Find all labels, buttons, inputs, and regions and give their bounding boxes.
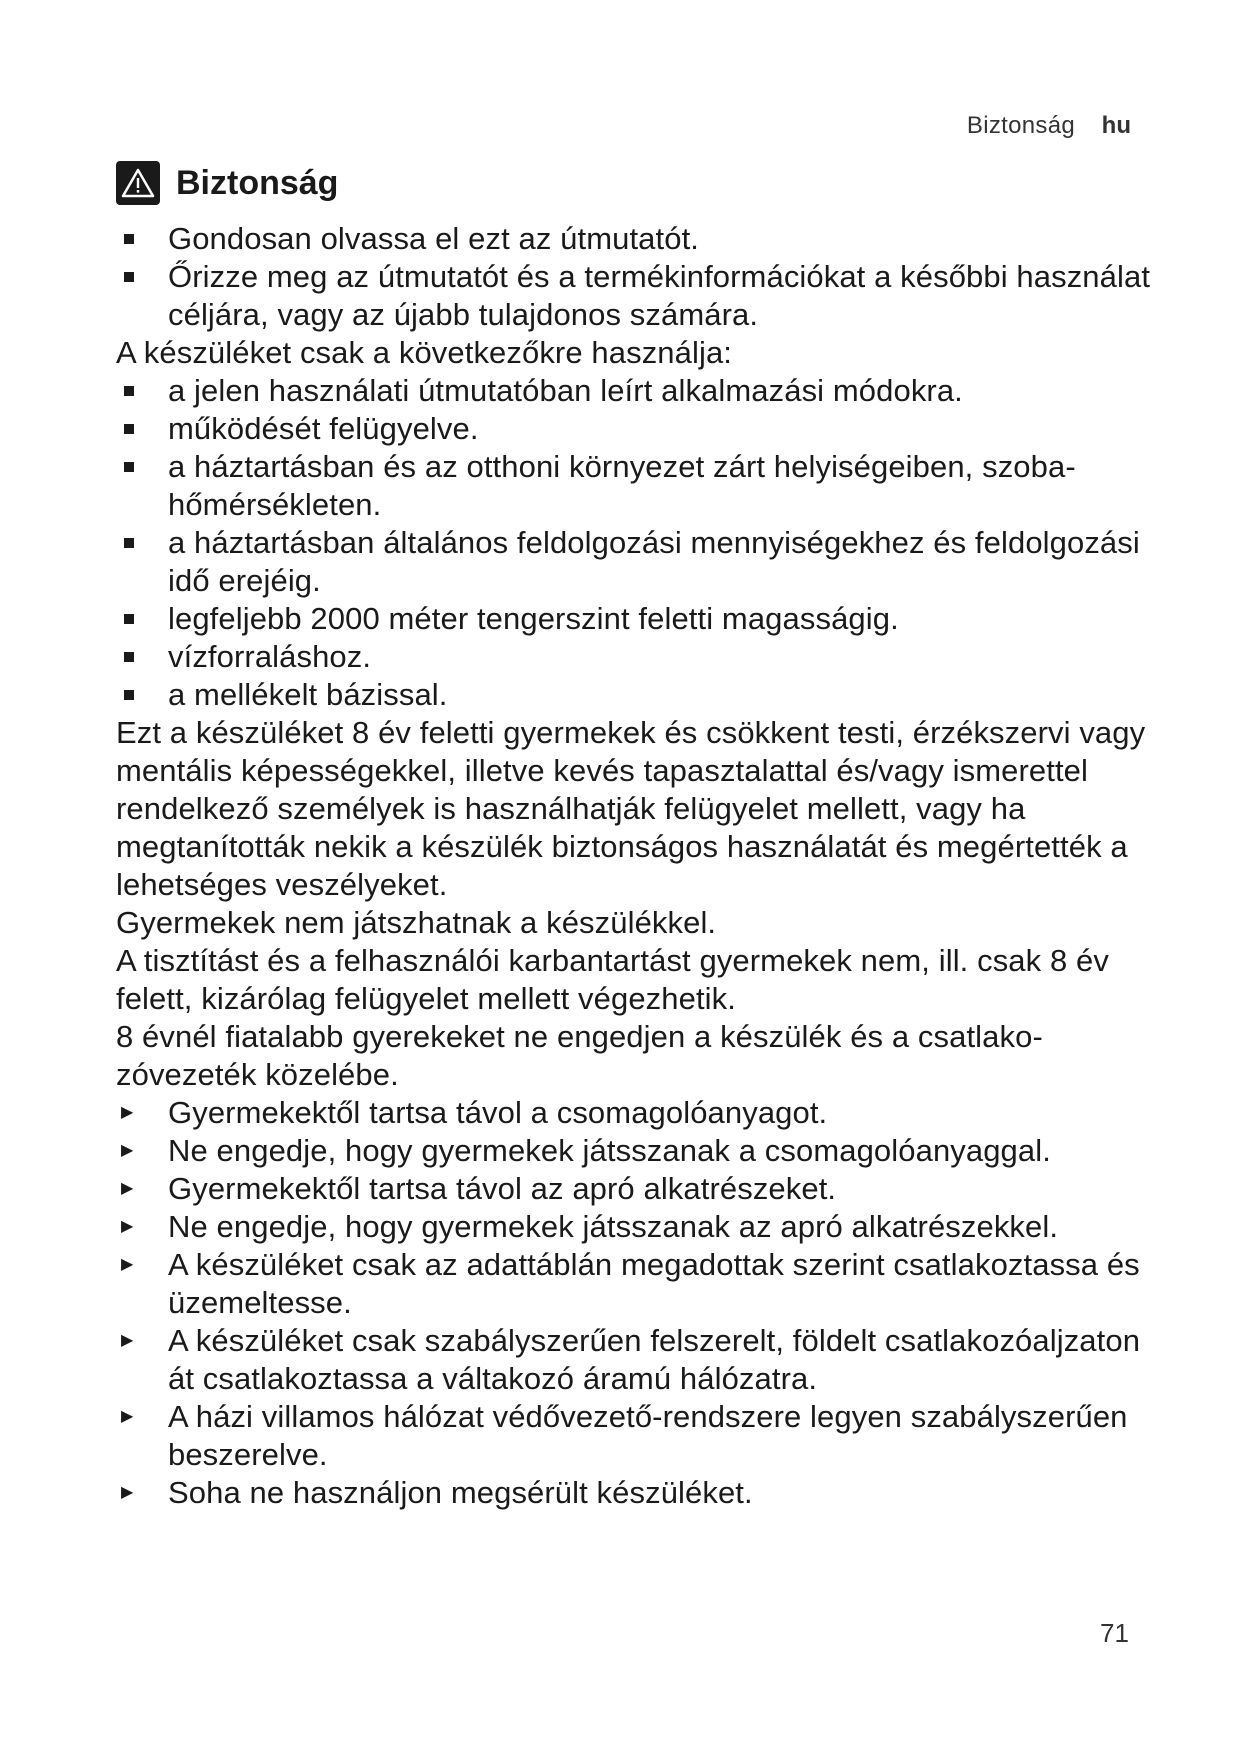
- list-item: Gondosan olvassa el ezt az útmutatót.: [116, 220, 1156, 258]
- list-item: ▶ Gyermekektől tartsa távol a csomagolóanyagot.: [116, 1094, 1156, 1132]
- warning-triangle-icon: [116, 161, 160, 205]
- list-item: Őrizze meg az útmutatót és a termékinformációkat a későbbi használat céljára, vagy az újabb tulajdonos számára.: [116, 258, 1156, 334]
- list-item: ▶ Ne engedje, hogy gyermekek játsszanak az apró alkatrészekkel.: [116, 1208, 1156, 1246]
- list-item: működését felügyelve.: [116, 410, 1156, 448]
- list-item: vízforraláshoz.: [116, 638, 1156, 676]
- list-item: ▶ Ne engedje, hogy gyermekek játsszanak a csomagolóanyaggal.: [116, 1132, 1156, 1170]
- list-item: ▶ A házi villamos hálózat védővezető-rendszere legyen szabályszerűen beszerelve.: [116, 1398, 1156, 1474]
- running-header: [967, 112, 1131, 140]
- header-section-name: Biztonság: [966, 112, 1075, 139]
- list-item: ▶ Soha ne használjon megsérült készüléket.: [116, 1474, 1156, 1512]
- page-number: 71: [1100, 1618, 1129, 1648]
- intro-bullet-list: [116, 220, 1156, 334]
- list-item: a háztartásban általános feldolgozási mennyiségekhez és feldolgozási idő erejéig.: [116, 524, 1156, 600]
- list-item: ▶ A készüléket csak szabályszerűen felszerelt, földelt csatlakozóaljzaton át csatlakoztassa a váltakozó áramú hálózatra.: [116, 1322, 1156, 1398]
- action-bullet-list: [116, 1094, 1156, 1512]
- header-language-code: hu: [1101, 112, 1131, 139]
- usage-lead: A készüléket csak a következőkre használja:: [116, 335, 733, 370]
- paragraph: Gyermekek nem játszhatnak a készülékkel.: [116, 905, 717, 940]
- list-item: a jelen használati útmutatóban leírt alkalmazási módokra.: [116, 372, 1156, 410]
- list-item: a háztartásban és az otthoni környezet zárt helyiségeiben, szobahőmérsékleten.: [116, 448, 1156, 524]
- paragraph: 8 évnél fiatalabb gyerekeket ne engedjen a készülék és a csatlakozóvezeték közelébe.: [116, 1019, 1043, 1092]
- list-item: a mellékelt bázissal.: [116, 676, 1156, 714]
- page-content: [116, 158, 1156, 1512]
- paragraph: A tisztítást és a felhasználói karbantartást gyermekek nem, ill. csak 8 év felett, kizárólag felügyelet mellett végezhetik.: [116, 943, 1109, 1016]
- paragraph: Ezt a készüléket 8 év feletti gyermekek és csökkent testi, érzékszervi vagy mentális képességekkel, illetve kevés tapasztalattal és/​vagy ismerettel rendelkező személyek is használhatják felügyelet mellett, vagy ha megtanították nekik a készülék biztonságos használatát és megértették a lehetséges veszélyeket.: [116, 715, 1146, 902]
- page-title: Biztonság: [176, 163, 339, 202]
- section-heading: [116, 158, 1156, 208]
- list-item: ▶ A készüléket csak az adattáblán megadottak szerint csatlakoztassa és üzemeltesse.: [116, 1246, 1156, 1322]
- list-item: ▶ Gyermekektől tartsa távol az apró alkatrészeket.: [116, 1170, 1156, 1208]
- usage-bullet-list: [116, 372, 1156, 714]
- list-item: legfeljebb 2000 méter tengerszint feletti magasságig.: [116, 600, 1156, 638]
